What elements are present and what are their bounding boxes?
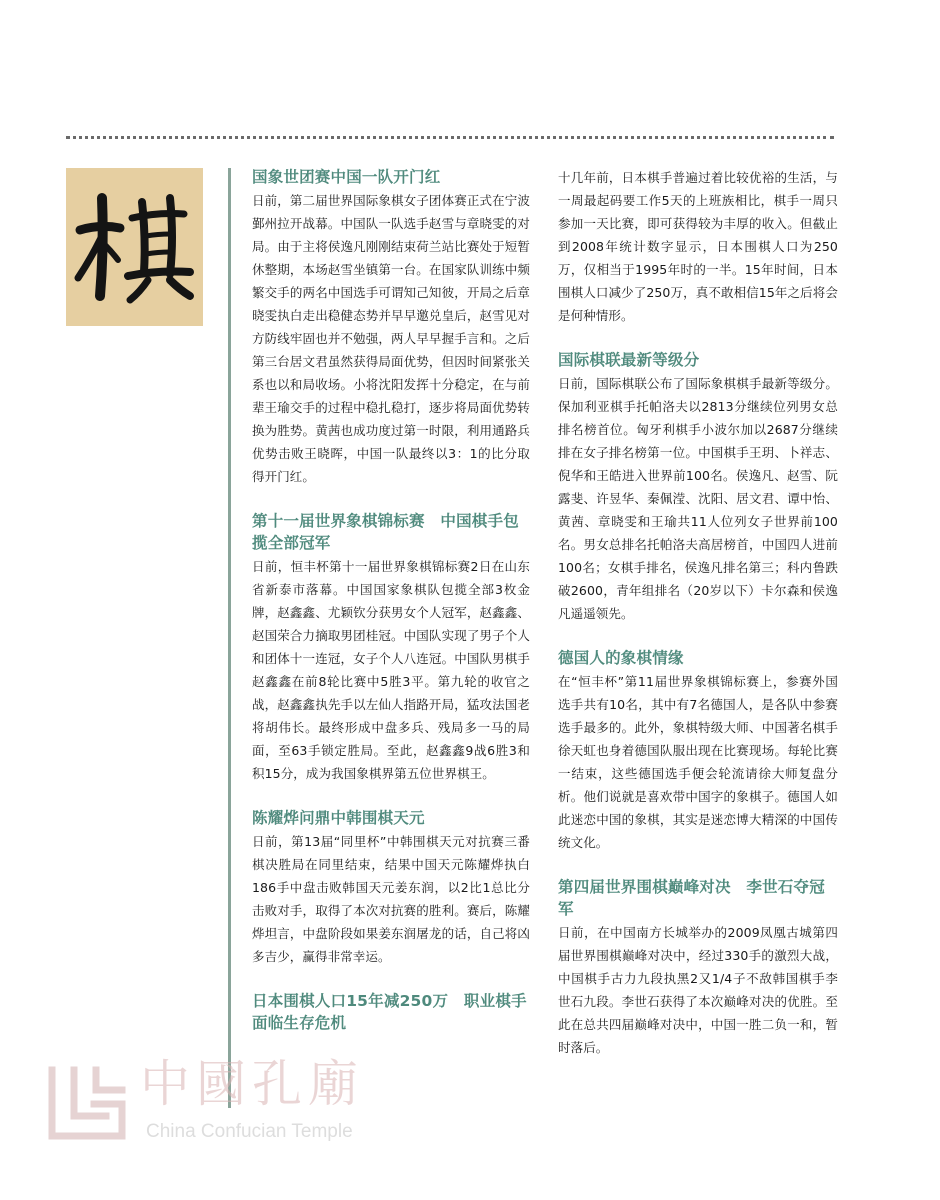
article-body: 在“恒丰杯”第11届世界象棋锦标赛上，参赛外国选手共有10名，其中有7名德国人，是各队中参赛选手最多的。此外，象棋特级大师、中国著名棋手徐天虹也身着德国队服出现在比赛现场。每轮比赛一结束，这些德国选手便会轮流请徐大师复盘分析。他们说就是喜欢带中国字的象棋子。德国人如此迷恋中国的象棋，其实是迷恋博大精深的中国传统文化。 [558,674,838,850]
right-column [558,166,838,1081]
watermark [44,1052,404,1152]
article-title: 第十一届世界象棋锦标赛 中国棋手包揽全部冠军 [252,512,519,552]
article-body: 日前，在中国南方长城举办的2009凤凰古城第四届世界围棋巅峰对决中，经过330手的激烈大战，中国棋手古力九段执黑2又1/4子不敌韩国棋手李世石九段。李世石获得了本次巅峰对决的优胜。至此在总共四届巅峰对决中，中国一胜二负一和，暂时落后。 [558,925,838,1055]
article-body: 十几年前，日本棋手普遍过着比较优裕的生活，与一周最起码要工作5天的上班族相比，棋手一周只参加一天比赛，即可获得较为丰厚的收入。但截止到2008年统计数字显示，日本围棋人口为250万，仅相当于1995年时的一半。15年时间，日本围棋人口减少了250万，真不敢相信15年之后将会是何种情形。 [558,170,838,323]
article-title: 陈耀烨问鼎中韩围棋天元 [252,809,425,827]
article-title: 国际棋联最新等级分 [558,351,700,369]
calligraphy-qi-icon [66,168,203,326]
article-chen-yaoye [252,807,530,968]
article-intl-chess-team [252,166,530,488]
article-fide-ratings [558,349,838,625]
watermark-english-text: China Confucian Temple [146,1121,353,1142]
article-body: 日前，恒丰杯第十一届世界象棋锦标赛2日在山东省新泰市落幕。中国国家象棋队包揽全部3枚金牌，赵鑫鑫、尤颖钦分获男女个人冠军，赵鑫鑫、赵国荣合力摘取男团桂冠。中国队实现了男子个人和团体十一连冠，女子个人八连冠。中国队男棋手赵鑫鑫在前8轮比赛中5胜3平。第九轮的收官之战，赵鑫鑫执先手以左仙人指路开局，猛攻法国老将胡伟长。最终形成中盘多兵、残局多一马的局面，至63手锁定胜局。至此，赵鑫鑫9战6胜3和积15分，成为我国象棋界第五位世界棋王。 [252,559,530,781]
article-germans-xiangqi [558,647,838,854]
left-column [252,166,530,1056]
article-body: 日前，国际棋联公布了国际象棋棋手最新等级分。保加利亚棋手托帕洛夫以2813分继续位列男女总排名榜首位。匈牙利棋手小波尔加以2687分继续排在女子排名榜第一位。中国棋手王玥、卜祥志、倪华和王皓进入世界前100名。侯逸凡、赵雪、阮露斐、许昱华、秦佩滢、沈阳、居文君、谭中怡、黄茜、章晓雯和王瑜共11人位列女子世界前100名。男女总排名托帕洛夫高居榜首，中国四人进前100名；女棋手排名，侯逸凡排名第三；科内鲁跌破2600，青年组排名（20岁以下）卡尔森和侯逸凡遥遥领先。 [558,376,838,621]
article-title: 日本围棋人口15年减250万 职业棋手面临生存危机 [252,992,527,1032]
article-body: 日前，第二届世界国际象棋女子团体赛正式在宁波鄞州拉开战幕。中国队一队选手赵雪与章晓雯的对局。由于主将侯逸凡刚刚结束荷兰站比赛处于短暂休整期，本场赵雪坐镇第一台。在国家队训练中频繁交手的两名中国选手可谓知己知彼，开局之后章晓雯执白走出稳健态势并早早邀兑皇后，赵雪见对方防线牢固也并不勉强，两人早早握手言和。之后第三台居文君虽然获得局面优势，但因时间紧张关系也以和局收场。小将沈阳发挥十分稳定，在与前辈王瑜交手的过程中稳扎稳打，逐步将局面优势转换为胜势。黄茜也成功度过第一时限，利用通路兵优势击败王晓晖，中国一队最终以3：1的比分取得开门红。 [252,193,530,484]
article-title: 德国人的象棋情缘 [558,649,684,667]
article-japan-go-population [252,990,530,1034]
article-xiangqi-worlds [252,510,530,785]
article-title: 第四届世界围棋巅峰对决 李世石夺冠军 [558,878,825,918]
section-seal [66,168,203,326]
watermark-chinese-text: 中國孔廟 [140,1055,364,1113]
top-dotted-divider [66,136,834,139]
article-go-summit [558,876,838,1059]
article-title: 国象世团赛中国一队开门红 [252,168,441,186]
article-japan-go-continued [558,166,838,327]
confucian-temple-logo-icon [44,1060,130,1144]
column-divider-line [228,168,231,1108]
article-body: 日前，第13届“同里杯”中韩围棋天元对抗赛三番棋决胜局在同里结束，结果中国天元陈耀烨执白186手中盘击败韩国天元姜东润，以2比1总比分击败对手，取得了本次对抗赛的胜利。赛后，陈耀烨坦言，中盘阶段如果姜东润屠龙的话，自己将凶多吉少，赢得非常幸运。 [252,834,530,964]
